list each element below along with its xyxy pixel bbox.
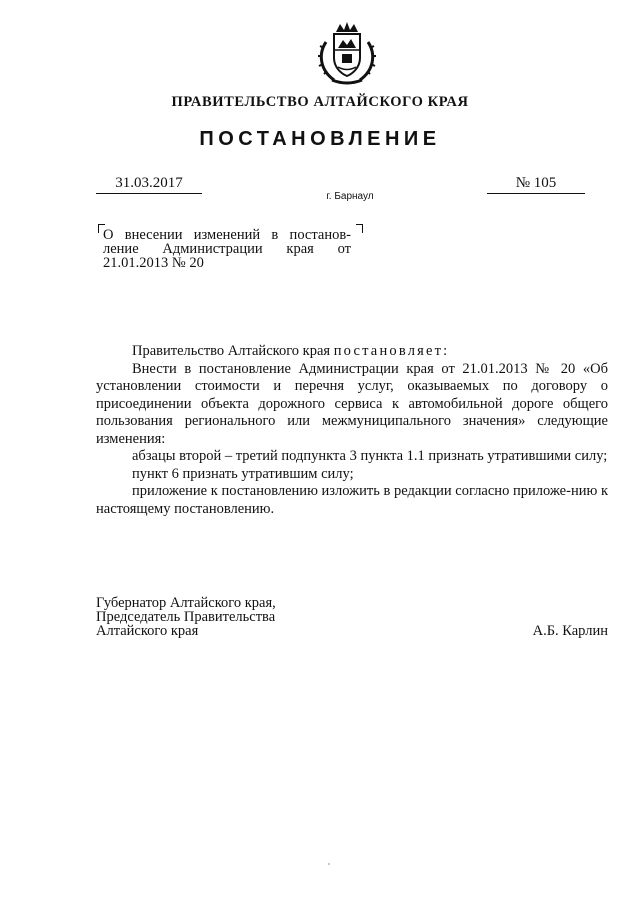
intro-paragraph [96, 343, 608, 361]
subject-bracket-right [356, 224, 363, 233]
page-speck [328, 863, 330, 865]
document-type-title: ПОСТАНОВЛЕНИЕ [199, 128, 441, 150]
signature-block [96, 596, 608, 638]
organization-title: ПРАВИТЕЛЬСТВО АЛТАЙСКОГО КРАЯ [171, 94, 469, 110]
document-date: 31.03.2017 [96, 175, 202, 194]
change-item: пункт 6 признать утратившим силу; [132, 465, 354, 482]
document-body [96, 343, 608, 518]
intro-prefix: Правительство Алтайского края [132, 343, 334, 359]
document-city: г. Барнаул [326, 191, 374, 202]
signatory-position-line: Алтайского края [96, 623, 199, 639]
main-paragraph: Внести в постановление Администрации края от 21.01.2013 № 20 «Об установлении стоимости и перечня услуг, оказываемых по договору о присоединении объекта дорожного сервиса к автомобильной дороге общего пользования регионального или межмуниципального значения» следующие изменения: [96, 360, 608, 447]
subject-line: ление Администрации края от [103, 241, 351, 257]
subject-line: О внесении изменений в постанов- [103, 227, 351, 243]
change-item: приложение к постановлению изложить в редакции согласно приложе-нию к настоящему постановлению. [96, 483, 608, 517]
document-number: № 105 [487, 175, 585, 194]
altai-krai-coat-of-arms-icon [312, 20, 382, 88]
change-item: абзацы второй – третий подпункта 3 пункта 1.1 признать утратившими силу; [132, 448, 608, 464]
subject-line: 21.01.2013 № 20 [103, 255, 204, 271]
signatory-position-line: Губернатор Алтайского края, [96, 595, 276, 611]
signatory-position-line: Председатель Правительства [96, 609, 276, 625]
signatory-name: А.Б. Карлин [532, 623, 608, 639]
document-subject [103, 228, 351, 270]
intro-resolves: постановляет: [333, 343, 450, 359]
